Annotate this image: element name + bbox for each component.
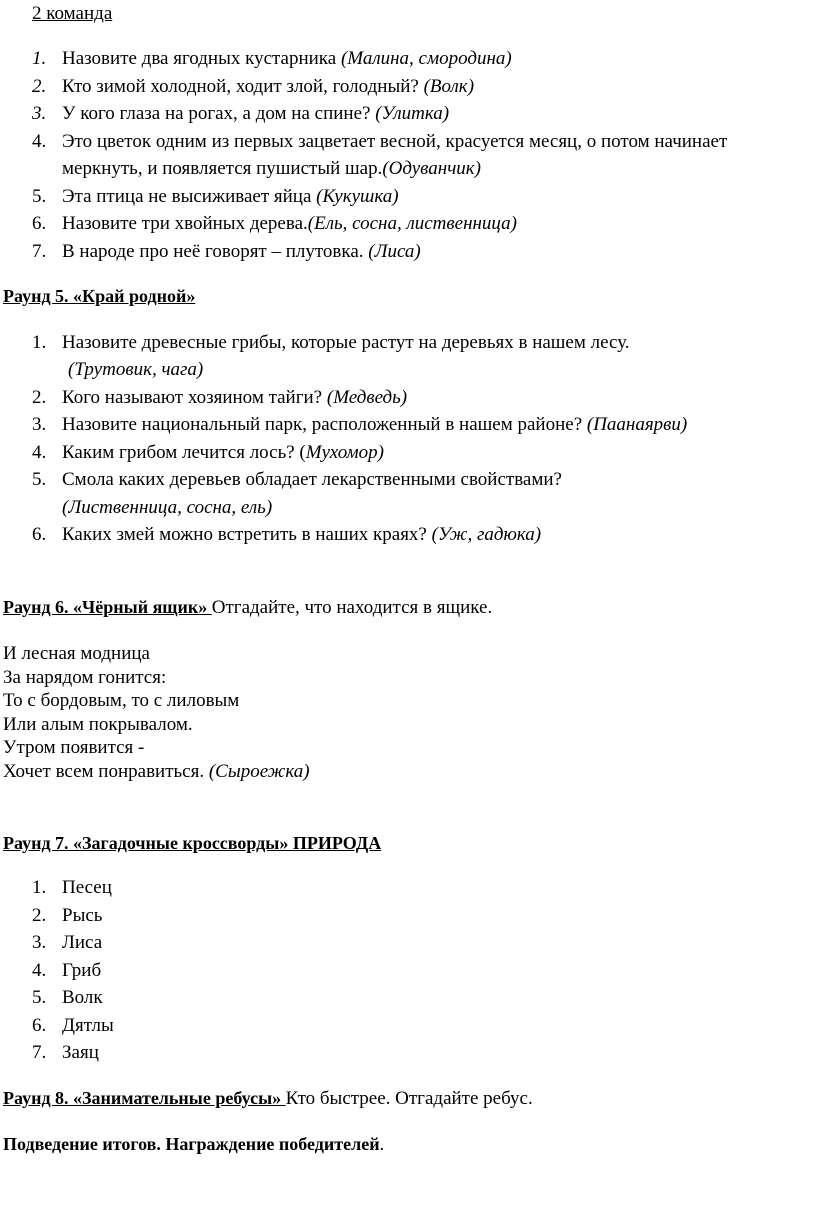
- list-item-text: Смола каких деревьев обладает лекарственными свойствами?: [62, 469, 562, 490]
- answer: (Трутовик, чага): [68, 359, 204, 380]
- round7-title: Раунд 7. «Загадочные кроссворды» ПРИРОДА: [3, 833, 382, 853]
- round6-title: Раунд 6. «Чёрный ящик»: [3, 597, 212, 617]
- poem-line: То с бордовым, то с лиловым: [3, 690, 240, 711]
- round8-instruction: Кто быстрее. Отгадайте ребус.: [285, 1088, 533, 1109]
- list-item-text: Каких змей можно встретить в наших краях? (Уж, гадюка): [62, 524, 542, 545]
- list-item-text: меркнуть, и появляется пушистый шар.(Одуванчик): [62, 158, 481, 179]
- list-item-number: 3.: [32, 932, 47, 953]
- answer: (Лиса): [368, 241, 421, 262]
- list-item-number: 2.: [32, 76, 47, 97]
- answer: (Кукушка): [316, 186, 399, 207]
- summary-end: .: [379, 1134, 385, 1154]
- list-item-number: 5.: [32, 469, 47, 490]
- round8-title: Раунд 8. «Занимательные ребусы»: [3, 1088, 286, 1108]
- list-item-text: Гриб: [62, 960, 102, 981]
- list-item-number: 1.: [32, 332, 47, 353]
- list-item-text: Это цветок одним из первых зацветает весной, красуется месяц, о потом начинает: [62, 131, 728, 152]
- answer: (Одуванчик): [382, 158, 481, 179]
- list-item-number: 6.: [32, 1015, 47, 1036]
- list-item-number: 3.: [32, 103, 47, 124]
- list-item-text: Заяц: [62, 1042, 99, 1063]
- round8-heading: [3, 1088, 533, 1110]
- list-item-text: В народе про неё говорят – плутовка. (Лиса): [62, 241, 421, 262]
- list-item-text: Дятлы: [62, 1015, 114, 1036]
- list-item-text: Назовите национальный парк, расположенный в нашем районе? (Паанаярви): [62, 414, 688, 435]
- list-item-text: Волк: [62, 987, 103, 1008]
- list-item-number: 3.: [32, 414, 47, 435]
- summary-text: Подведение итогов. Награждение победителей: [3, 1134, 380, 1154]
- list-item-text: Песец: [62, 877, 112, 898]
- list-item-text: Назовите три хвойных дерева.(Ель, сосна, лиственница): [62, 213, 517, 234]
- list-item-number: 2.: [32, 387, 47, 408]
- list-item-number: 2.: [32, 905, 47, 926]
- poem-line: Утром появится -: [3, 737, 145, 758]
- poem-line: Хочет всем понравиться. (Сыроежка): [3, 761, 310, 782]
- list-item-number: 1.: [32, 877, 47, 898]
- list-item-text: Рысь: [62, 905, 103, 926]
- list-item-number: 4.: [32, 131, 47, 152]
- list-item-number: 4.: [32, 960, 47, 981]
- team-heading-text: 2 команда: [32, 3, 113, 24]
- answer: (Уж, гадюка): [431, 524, 542, 545]
- list-item-text: Эта птица не высиживает яйца (Кукушка): [62, 186, 399, 207]
- list-item-number: 1.: [32, 48, 47, 69]
- list-item-number: 5.: [32, 987, 47, 1008]
- answer: (Лиственница, сосна, ель): [62, 497, 273, 518]
- list-item-text: Назовите два ягодных кустарника (Малина, смородина): [62, 48, 512, 69]
- list-item-number: 4.: [32, 442, 47, 463]
- round6-heading: [3, 597, 492, 619]
- list-item-number: 6.: [32, 213, 47, 234]
- round6-instruction-end: .: [487, 597, 493, 618]
- list-item-number: 6.: [32, 524, 47, 545]
- answer: (Ель, сосна, лиственница): [307, 213, 517, 234]
- poem-line: Или алым покрывалом.: [3, 714, 193, 735]
- round6-instruction: Отгадайте, что находится в ящике: [211, 597, 488, 618]
- answer: (Улитка): [375, 103, 450, 124]
- team-heading: [32, 2, 112, 26]
- list-item-text: Назовите древесные грибы, которые растут на деревьях в нашем лесу.: [62, 332, 630, 353]
- list-item-text: Кто зимой холодной, ходит злой, голодный? (Волк): [62, 76, 475, 97]
- round5-title: Раунд 5. «Край родной»: [3, 286, 196, 306]
- poem-line: За нарядом гонится:: [3, 667, 167, 688]
- answer: Мухомор): [305, 442, 384, 463]
- list-item-number: 7.: [32, 1042, 47, 1063]
- answer: (Паанаярви): [586, 414, 688, 435]
- answer: (Медведь): [326, 387, 408, 408]
- list-item-text: Кого называют хозяином тайги? (Медведь): [62, 387, 408, 408]
- poem-line: И лесная модница: [3, 643, 150, 664]
- answer: (Сыроежка): [208, 761, 310, 782]
- list-item-text: Лиса: [62, 932, 103, 953]
- answer: (Волк): [423, 76, 475, 97]
- list-item-text: У кого глаза на рогах, а дом на спине? (Улитка): [62, 103, 450, 124]
- list-item-number: 7.: [32, 241, 47, 262]
- answer: (Малина, смородина): [340, 48, 512, 69]
- list-item-number: 5.: [32, 186, 47, 207]
- summary-line: [3, 1134, 384, 1155]
- list-item-text: Каким грибом лечится лось? (Мухомор): [62, 442, 384, 463]
